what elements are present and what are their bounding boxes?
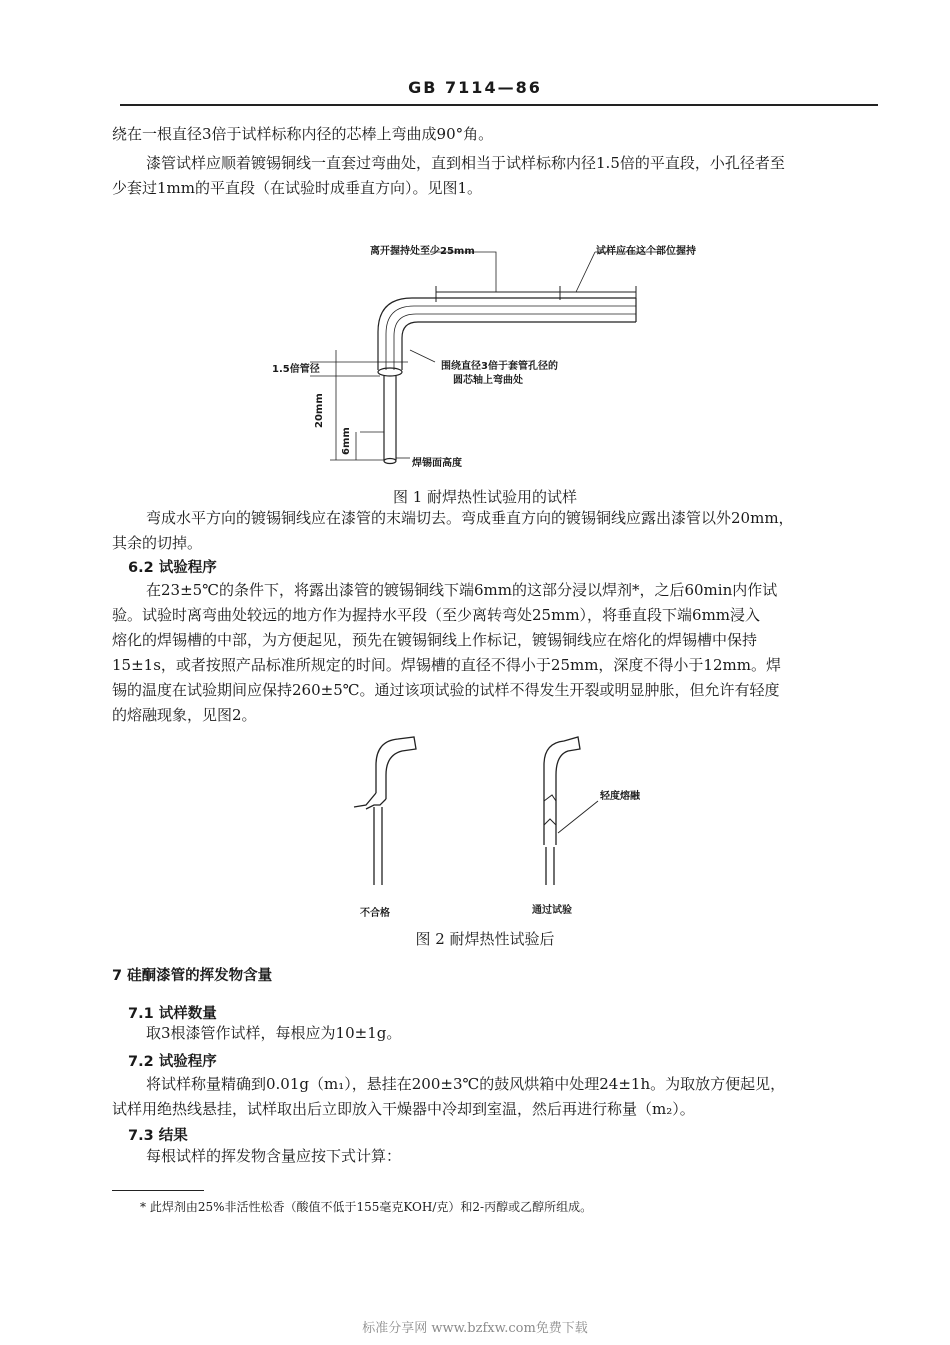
label-6mm: 6mm [341, 427, 352, 455]
footnote: * 此焊剂由25%非活性松香（酸值不低于155毫克KOH/克）和2-丙醇或乙醇所组成。 [140, 1200, 593, 1214]
label-hold-distance: 离开握持处至少25mm [370, 246, 475, 257]
section-6-2-paragraph [112, 578, 876, 728]
s62-line-3: 熔化的焊锡槽的中部，为方便起见，预先在镀锡铜线上作标记，镀锡铜线应在熔化的焊锡槽中保持 [112, 631, 758, 649]
after-figure-1-paragraph [112, 506, 876, 556]
label-bend: 围绕直径3倍于套管孔径的 [441, 361, 558, 372]
label-1-5-diameter: 1.5倍管径 [272, 364, 320, 375]
after-fig1-line-1: 弯成水平方向的镀锡铜线应在漆管的末端切去。弯成垂直方向的镀锡铜线应露出漆管以外20mm， [146, 509, 794, 527]
label-fail: 不合格 [360, 908, 390, 919]
intro-paragraph [112, 122, 876, 201]
passed-tube [544, 737, 580, 845]
intro-line-3: 少套过1mm的平直段（在试验时成垂直方向）。见图1。 [112, 179, 483, 197]
label-solder-level: 焊锡面高度 [412, 458, 462, 469]
s62-line-4: 15±1s，或者按照产品标准所规定的时间。焊锡槽的直径不得小于25mm，深度不得小于12mm。焊 [112, 656, 781, 674]
label-slight-melt: 轻度熔融 [600, 791, 640, 802]
section-7-2-paragraph [112, 1072, 876, 1122]
s62-line-2: 验。试验时离弯曲处较远的地方作为握持水平段（至少离转弯处25mm），将垂直段下端6mm浸入 [112, 606, 761, 624]
figure-1-caption: 图 1 耐焊热性试验用的试样 [392, 488, 578, 506]
standard-code: GB 7114—86 [408, 78, 542, 97]
s72-line-2: 试样用绝热线悬挂，试样取出后立即放入干燥器中冷却到室温，然后再进行称量（m₂）。 [112, 1100, 695, 1118]
section-7-1-title: 7.1 试样数量 [128, 1006, 217, 1022]
figure-1-drawing [260, 230, 680, 480]
exposed-wire [384, 376, 396, 460]
wire-tip [384, 459, 396, 464]
header-rule [120, 104, 878, 106]
section-7-3-title: 7.3 结果 [128, 1128, 188, 1144]
section-6-2-title: 6.2 试验程序 [128, 560, 217, 576]
footnote-rule [112, 1190, 204, 1191]
section-7-title: 7 硅酮漆管的挥发物含量 [112, 968, 273, 984]
s62-line-6: 的熔融现象，见图2。 [112, 706, 257, 724]
s62-line-5: 锡的温度在试验期间应保持260±5℃。通过该项试验的试样不得发生开裂或明显肿胀，但允许有轻度 [112, 681, 780, 699]
figure-2-drawing [340, 735, 640, 905]
label-bend-2: 圆芯轴上弯曲处 [453, 375, 523, 386]
section-7-2-title: 7.2 试验程序 [128, 1054, 217, 1070]
intro-line-2: 漆管试样应顺着镀锡铜线一直套过弯曲处，直到相当于试样标称内径1.5倍的平直段，小孔径者至 [146, 154, 785, 172]
figure-2-caption: 图 2 耐焊热性试验后 [415, 930, 555, 948]
section-7-3-text: 每根试样的挥发物含量应按下式计算： [146, 1147, 402, 1165]
after-fig1-line-2: 其余的切掉。 [112, 534, 203, 552]
s72-line-1: 将试样称量精确到0.01g（m₁），悬挂在200±3℃的鼓风烘箱中处理24±1h。为取放方便起见， [146, 1075, 786, 1093]
label-pass: 通过试验 [532, 905, 572, 916]
watermark: 标准分享网 www.bzfxw.com免费下载 [362, 1321, 588, 1336]
intro-line-1: 绕在一根直径3倍于试样标称内径的芯棒上弯曲成90°角。 [112, 125, 494, 143]
passed-wire [546, 847, 554, 885]
failed-wire [374, 807, 382, 885]
section-7-1-text: 取3根漆管作试样，每根应为10±1g。 [146, 1024, 402, 1042]
tube-bottom-end [378, 368, 402, 376]
label-hold-position: 试样应在这个部位握持 [596, 246, 696, 257]
label-20mm: 20mm [314, 393, 325, 428]
failed-tube [376, 737, 416, 799]
s62-line-1: 在23±5℃的条件下，将露出漆管的镀锡铜线下端6mm的这部分浸以焊剂*，之后60min内作试 [146, 581, 778, 599]
